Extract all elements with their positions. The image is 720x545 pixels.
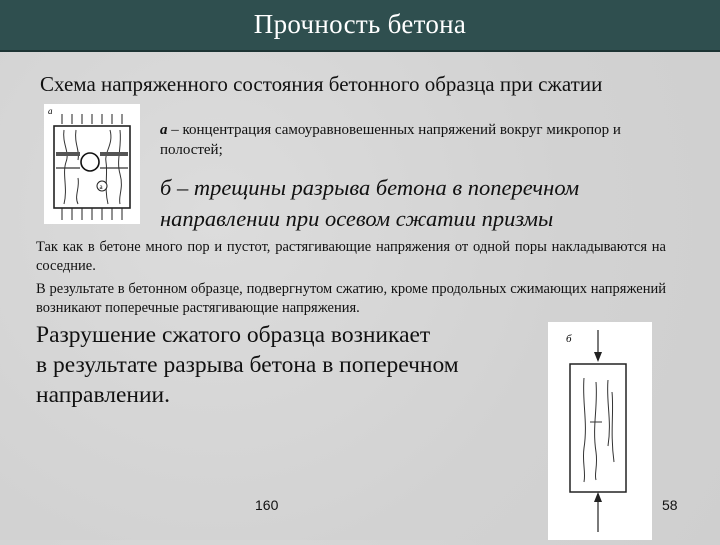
conclusion-line-2: в результате разрыва бетона в поперечном	[36, 352, 459, 378]
figure-a-diagram	[44, 104, 140, 224]
figure-a-label: а	[48, 106, 53, 116]
figure-b-drawing	[548, 322, 652, 540]
slide-subtitle: Схема напряженного состояния бетонного образца при сжатии	[40, 72, 603, 96]
slide-number: 58	[662, 497, 678, 513]
figure-b-label: б	[566, 333, 572, 345]
title-bar	[0, 0, 720, 52]
caption-a	[160, 120, 660, 160]
figure-a-drawing	[44, 104, 140, 224]
paragraph-pores: Так как в бетоне много пор и пустот, растягивающие напряжения от одной поры накладываются на соседние.	[36, 239, 666, 274]
footer-page-number: 160	[255, 497, 279, 513]
paragraph-stresses: В результате в бетонном образце, подвергнутом сжатию, кроме продольных сжимающих напряжений возникают поперечные растягивающие напряжения.	[36, 281, 666, 316]
caption-a-text: – концентрация самоуравновешенных напряжений вокруг микропор и полостей;	[160, 122, 621, 158]
caption-a-letter: а	[160, 122, 168, 138]
figure-a-marker: а	[99, 183, 103, 191]
caption-b-line-2: направлении при осевом сжатии призмы	[160, 206, 554, 231]
figure-b-diagram	[548, 322, 652, 540]
slide-title: Прочность бетона	[253, 9, 467, 39]
caption-b-line-1: б – трещины разрыва бетона в поперечном	[160, 175, 580, 200]
caption-b	[160, 172, 720, 234]
conclusion-text	[36, 320, 556, 410]
conclusion-line-1: Разрушение сжатого образца возникает	[36, 322, 431, 348]
conclusion-line-3: направлении.	[36, 382, 171, 408]
